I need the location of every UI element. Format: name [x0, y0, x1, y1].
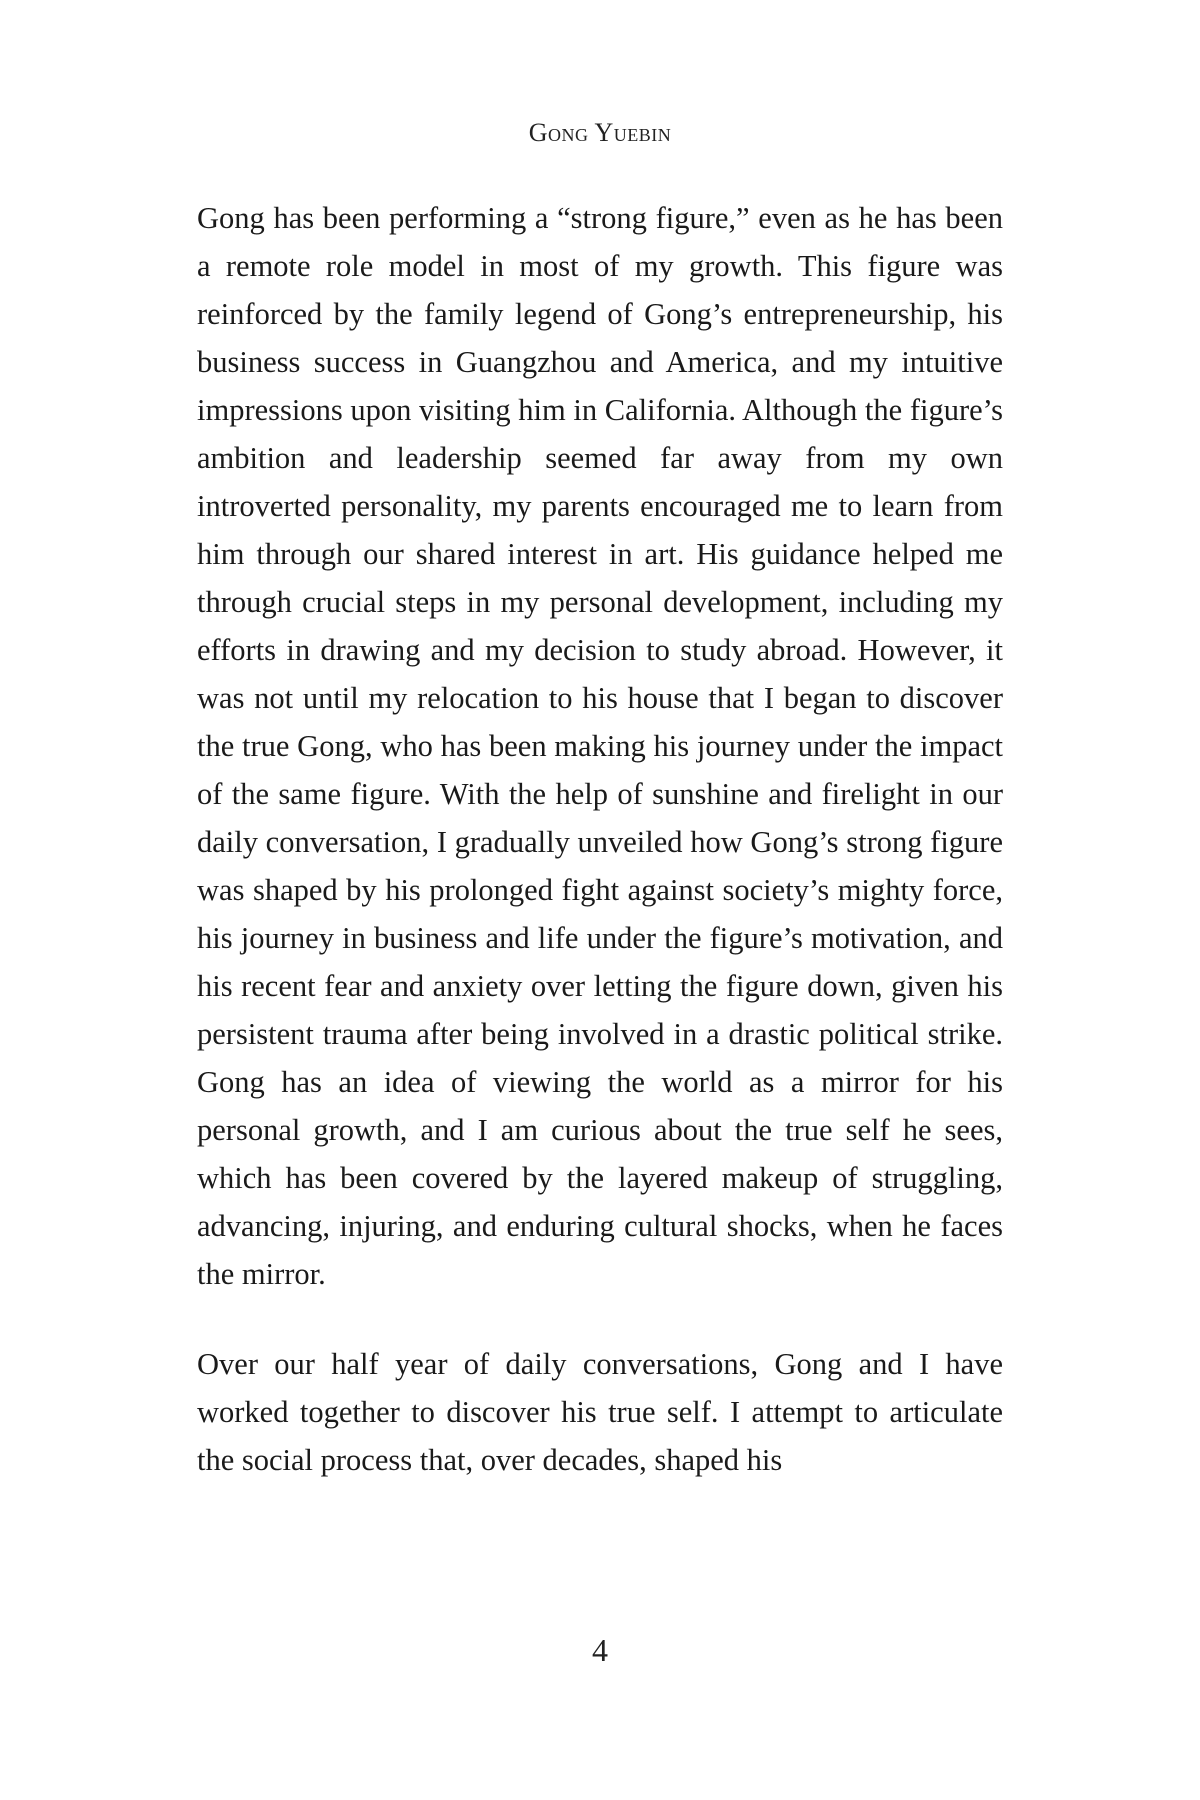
- body-text: [197, 194, 1003, 1484]
- running-head-title: Gong Yuebin: [528, 118, 672, 147]
- page-number: 4: [592, 1632, 608, 1668]
- paragraph-2: Over our half year of daily conversations, Gong and I have worked together to discover his true self. I attempt to articulate the social process that, over decades, shaped his: [197, 1347, 1003, 1477]
- paragraph-1: Gong has been performing a “strong figure,” even as he has been a remote role model in most of my growth. This figure was reinforced by the family legend of Gong’s entrepreneurship, his business success in Guangzhou and America, and my intuitive impressions upon visiting him in California. Although the figure’s ambition and leadership seemed far away from my own introverted personality, my parents encouraged me to learn from him through our shared interest in art. His guidance helped me through crucial steps in my personal development, including my efforts in drawing and my decision to study abroad. However, it was not until my relocation to his house that I began to discover the true Gong, who has been making his journey under the impact of the same figure. With the help of sunshine and firelight in our daily conversation, I gradually unveiled how Gong’s strong figure was shaped by his prolonged fight against society’s mighty force, his journey in business and life under the figure’s motivation, and his recent fear and anxiety over letting the figure down, given his persistent trauma after being involved in a drastic political strike. Gong has an idea of viewing the world as a mirror for his personal growth, and I am curious about the true self he sees, which has been covered by the layered makeup of struggling, advancing, injuring, and enduring cultural shocks, when he faces the mirror.: [197, 201, 1003, 1291]
